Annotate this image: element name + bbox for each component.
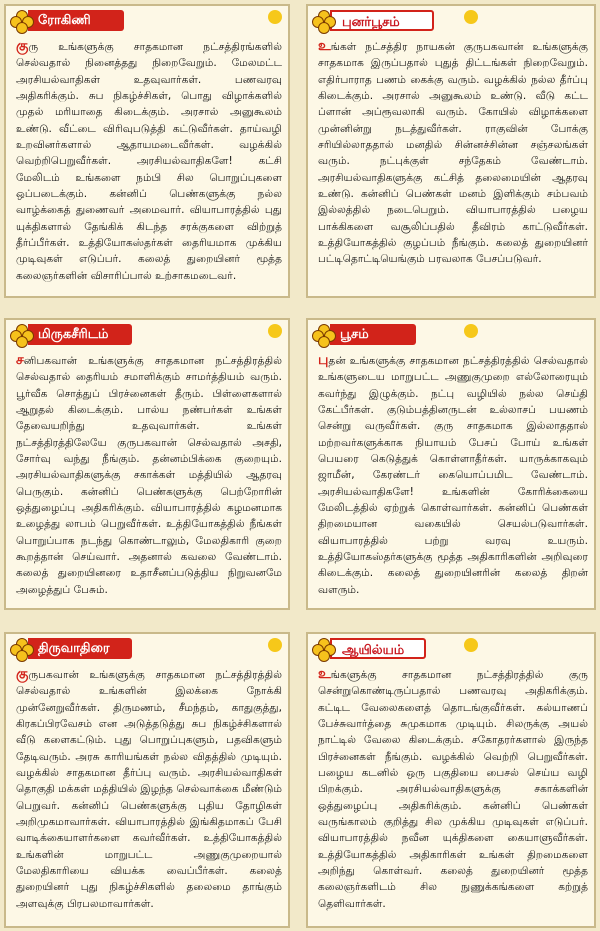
drop-initial: உ — [318, 666, 331, 682]
card-paragraph: தன் உங்களுக்கு சாதகமான நட்சத்திரத்தில் செல்வதால் உங்களுடைய மாறுபட்ட அணுகுமுறை எல்லோரையும் கவர்ந்து இழுக்கும். நட்பு வழியில் நல்ல செய்தி கேட்பீர்கள். குடும்பத்தினருடன் உல்லாசப் பயணம் சென்று வருவீர்கள். குரு சாதகமாக இல்லாததால் மற்றவர்களுக்காக நியாயம் பேசப் போய் உங்கள் பெயரை கெடுத்துக் கொள்ளாதீர்கள். யாருக்காகவும் ஜாமீன், கேரண்டர் கையொப்பமிட வேண்டாம். அரசியல்வாதிகளே! உங்களின் கோரிக்கையை மேலிடத்தில் ஏற்றுக் கொள்வார்கள். கன்னிப் பெண்கள் திறமையான வகையில் செயல்படுவார்கள். வியாபாரத்தில் பற்று வரவு உயரும். உத்தியோகஸ்தர்களுக்கு மூத்த அதிகாரிகளின் அறிவுரை கிடைக்கும். கலைத் துறையினரின் கலைத் திறன் வளரும். — [318, 355, 588, 596]
card-header — [6, 320, 288, 350]
card-text — [16, 39, 282, 284]
card-header — [308, 6, 594, 36]
card-header — [308, 634, 594, 664]
card-ayilyam — [306, 632, 596, 928]
sun-icon — [464, 638, 478, 652]
card-text — [318, 353, 588, 598]
sun-icon — [268, 638, 282, 652]
card-title: திருவாதிரை — [28, 638, 132, 659]
sun-icon — [268, 324, 282, 338]
flower-icon — [312, 638, 334, 660]
card-text — [16, 667, 282, 912]
flower-icon — [10, 10, 32, 32]
card-mrigasirisham — [4, 318, 290, 610]
card-text — [318, 667, 588, 912]
card-paragraph: னிபகவான் உங்களுக்கு சாதகமான நட்சத்திரத்தில் செல்வதால் தைரியம் சமாளிக்கும் சாமர்த்தியம் வரும். பூர்வீக சொத்துப் பிரச்னைகள் தீரும். பிள்ளைகளால் ஆறுதல் கிடைக்கும். பால்ய நண்பர்கள் உங்கள் தேவையறிந்து உதவுவார்கள். உங்கள் நட்சத்திரத்திலேயே குருபகவான் செல்வதால் அசதி, சோர்வு வந்து நீங்கும். தன்னம்பிக்கை குறையும். அரசியல்வாதிகளுக்கு சகாக்கள் மத்தியில் ஆதரவு பெருகும். கன்னிப் பெண்களுக்கு பெற்றோரின் ஒத்துழைப்பு அதிகரிக்கும். வியாபாரத்தில் கழமனமாக உழைத்து லாபம் பெறுவீர்கள். உத்தியோகத்தில் நீங்கள் பொறுப்பாக நடந்து கொண்டாலும், மேலதிகாரி குறை கூறத்தான் செய்வார். அதனால் கவலை வேண்டாம். கலைத் துறையினரை உதாசீனப்படுத்திய நிறுவனமே அழைத்துப் பேசும். — [16, 355, 282, 596]
card-title: ஆயில்யம் — [330, 638, 426, 659]
card-paragraph: ரு உங்களுக்கு சாதகமான நட்சத்திரங்களில் செல்வதால் நினைத்தது நிறைவேறும். மேலமட்ட அரசியல்வாதிகள் உதவுவார்கள். பணவரவு அதிகரிக்கும். சுப நிகழ்ச்சிகள், பொது விழாக்களில் முதல் மரியாதை கிடைக்கும். அரசால் அனுகூலம் உண்டு. வீட்டை விரிவுபடுத்தி கட்டுவீர்கள். தாய்வழி உறவினர்களால் ஆதாயமடைவீர்கள். வழக்கில் வெற்றிபெறுவீர்கள். அரசியல்வாதிகளே! கட்சி மேலிடம் உங்களை நம்பி சில பொறுப்புகளை ஒப்படைக்கும். கன்னிப் பெண்களுக்கு நல்ல வாழ்க்கைத் துணைவர் அமைவார். வியாபாரத்தில் புது யுக்திகளால் தேங்கிக் கிடந்த சரக்குகளை விற்றுத் தீர்ப்பீர்கள். உத்தியோகஸ்தர்கள் தைரியமாக முக்கிய முடிவுகள் எடுப்பர். கலைத் துறையினர் மூத்த கலைஞர்களின் விசாரிப்பால் உற்சாகமடைவர். — [16, 41, 282, 282]
card-title: மிருகசீரிடம் — [28, 324, 132, 345]
drop-initial: பு — [318, 352, 329, 368]
card-poosam — [306, 318, 596, 610]
flower-icon — [312, 324, 334, 346]
flower-icon — [312, 10, 334, 32]
card-punarpoosam — [306, 4, 596, 298]
card-thiruvathirai — [4, 632, 290, 928]
card-paragraph: ங்கள் நட்சத்திர நாயகன் குருபகவான் உங்களுக்கு சாதகமாக இருப்பதால் புதுத் திட்டங்கள் நிறைவேறும். எதிர்பாராத பணம் கைக்கு வரும். வழக்கில் நல்ல தீர்ப்பு கிடைக்கும். அரசால் அனுகூலம் உண்டு. வீடு கட்ட ப்ளான் அப்ரூவலாகி வரும். கோயில் விழாக்களை முன்னின்று நடத்துவீர்கள். ராகுவின் போக்கு சரியில்லாததால் மனதில் சின்னச்சின்ன சஞ்சலங்கள் வரும். நட்புக்குள் சந்தேகம் வேண்டாம். அரசியல்வாதிகளுக்கு கட்சித் தலைமையின் ஆதரவு உண்டு. கன்னிப் பெண்கள் மனம் இளிக்கும் சம்பவம் இல்லத்தில் நடைபெறும். வியாபாரத்தில் பழைய பாக்கிகளை வசூலிப்பதில் தீவிரம் காட்டுவீர்கள். உத்தியோகத்தில் குழப்பம் நீங்கும். கலைத் துறையினர் பட்டிதொட்டியெங்கும் பரவலாக பேசப்படுவர். — [318, 41, 588, 266]
card-header — [308, 320, 594, 350]
card-title: பூசம் — [330, 324, 416, 345]
sun-icon — [268, 10, 282, 24]
card-paragraph: ங்களுக்கு சாதகமான நட்சத்திரத்தில் குரு சென்றுகொண்டிருப்பதால் பணவரவு அதிகரிக்கும். கட்டிட வேலைகளைத் தொடங்குவீர்கள். கல்யாணப் பேச்சுவார்த்தை சுமுகமாக முடியும். சிலருக்கு அயல் நாட்டில் வேலை கிடைக்கும். சகோதரர்களால் இருந்த பிரச்னைகள் நீங்கும். வழக்கில் வெற்றி பெறுவீர்கள். பழைய கடனில் ஒரு பகுதியை பைசல் செய்ய வழி பிறக்கும். அரசியல்வாதிகளுக்கு சகாக்களின் ஒத்துழைப்பு அதிகரிக்கும். கன்னிப் பெண்கள் வருங்காலம் குறித்து சில முக்கிய முடிவுகள் எடுப்பர். வியாபாரத்தில் நவீன யுக்திகளை கையாளுவீர்கள். உத்தியோகத்தில் அதிகாரிகள் உங்கள் திறமைகளை அறிந்து கொள்வர். கலைத் துறையினர் மூத்த கலைஞர்களிடம் சில நுணுக்கங்களை கற்றுத் தெளிவார்கள். — [318, 669, 588, 910]
drop-initial: கு — [16, 666, 29, 682]
card-header — [6, 6, 288, 36]
drop-initial: ச — [16, 352, 24, 368]
sun-icon — [464, 10, 478, 24]
card-title: ரோகிணி — [28, 10, 124, 31]
card-text — [318, 39, 588, 268]
card-title: புனர்பூசம் — [330, 10, 434, 31]
card-header — [6, 634, 288, 664]
sun-icon — [464, 324, 478, 338]
flower-icon — [10, 324, 32, 346]
card-rohini — [4, 4, 290, 298]
drop-initial: உ — [318, 38, 331, 54]
card-paragraph: ருபகவான் உங்களுக்கு சாதகமான நட்சத்திரத்தில் செல்வதால் உங்களின் இலக்கை நோக்கி முன்னேறுவீர்கள். திருமணம், சீமந்தம், காதுகுத்து, கிரகப்பிரவேசம் என அடுத்தடுத்து சுப நிகழ்ச்சிகளால் வீடு களைகட்டும். புது பொறுப்புகளும், பதவிகளும் தேடிவரும். அரசு காரியங்கள் நல்ல விதத்தில் முடியும். வழக்கில் சாதகமான தீர்ப்பு வரும். அரசியல்வாதிகள் தொகுதி மக்கள் மத்தியில் இழந்த செல்வாக்கை மீண்டும் பெறுவர். கன்னிப் பெண்களுக்கு புதிய தோழிகள் அறிமுகமாவார்கள். வியாபாரத்தில் இங்கிதமாகப் பேசி வாடிக்கையாளர்களை கவர்வீர்கள். உத்தியோகத்தில் உங்களின் மாறுபட்ட அணுகுமுறையால் மேலதிகாரியை வியக்க வைப்பீர்கள். கலைத் துறையினர் புது நிகழ்ச்சிகளில் தலைமை தாங்கும் அளவுக்கு பிரபலமாவார்கள். — [16, 669, 282, 910]
card-text — [16, 353, 282, 598]
flower-icon — [10, 638, 32, 660]
drop-initial: கு — [16, 38, 29, 54]
